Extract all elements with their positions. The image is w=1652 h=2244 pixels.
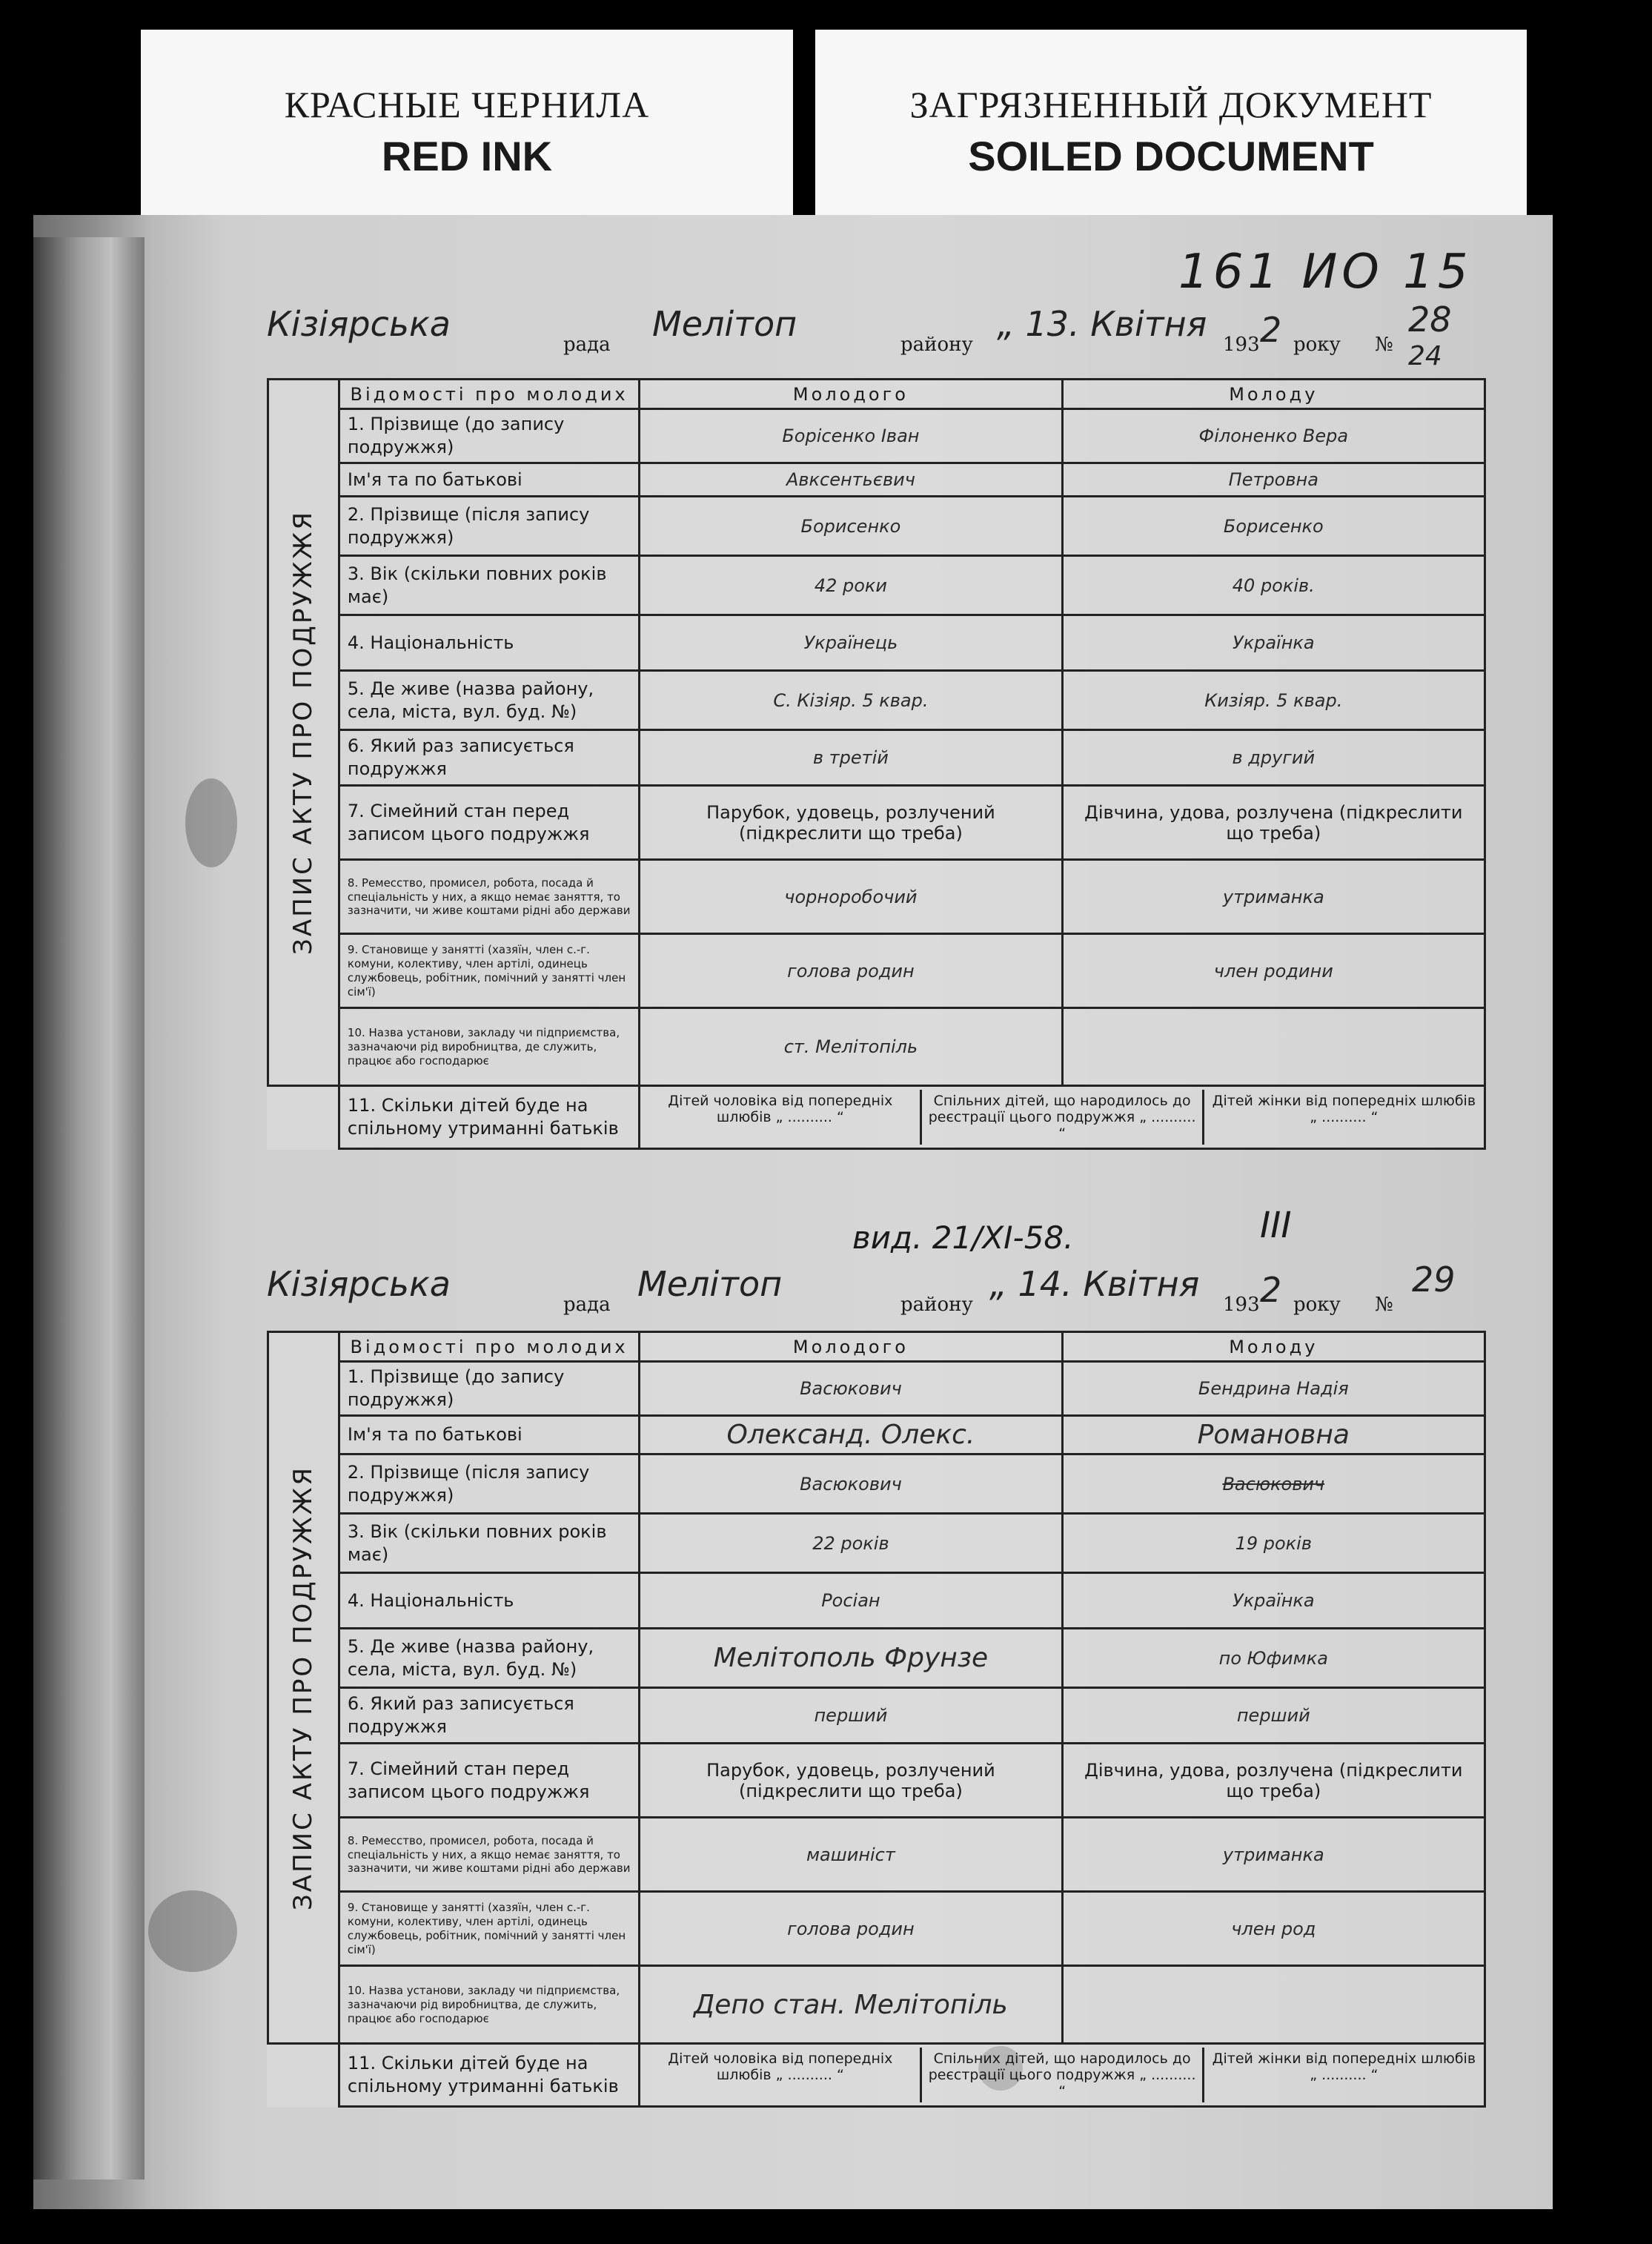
folio-number: 161 ИО 15: [1178, 245, 1473, 299]
record-number-alt: 24: [1408, 341, 1442, 371]
number-label: №: [1375, 1294, 1393, 1316]
col-groom-header: Молодого: [640, 380, 1062, 409]
bride-workplace: [1062, 1966, 1485, 2044]
soiled-tag-ru: ЗАГРЯЗНЕННЫЙ ДОКУМЕНТ: [909, 84, 1433, 125]
q-workplace: 10. Назва установи, закладу чи підприємства, зазначаючи рід виробництва, де служить, працює або господарює: [339, 1966, 639, 2044]
q-children: 11. Скільки дітей буде на спільному утриманні батьків: [339, 1086, 639, 1149]
bride-position: член род: [1062, 1892, 1485, 1966]
groom-residence: Мелітополь Фрунзе: [640, 1629, 1062, 1688]
rada-label: рада: [563, 1294, 611, 1316]
groom-occupation: машиніст: [640, 1818, 1062, 1892]
marriage-record-1: [267, 299, 1486, 1142]
rada-label: рада: [563, 334, 611, 356]
stain: [185, 778, 237, 867]
children-husband: Дітей чоловіка від попередніх шлюбів „ .......... “: [668, 2051, 893, 2084]
bride-age: 40 років.: [1062, 556, 1485, 615]
bride-workplace: [1062, 1008, 1485, 1086]
rada-value: Кізіярська: [267, 1264, 451, 1304]
children-common: Спільних дітей, що народилось до реєстрації цього подружжя „ .......... “: [920, 2048, 1201, 2102]
red-ink-tag-en: RED INK: [381, 133, 553, 179]
side-label-cell: [268, 380, 339, 1086]
q-times: 6. Який раз записується подружжя: [339, 730, 639, 786]
groom-times: в третій: [640, 730, 1062, 786]
record-number: 29: [1412, 1260, 1456, 1300]
raion-value: Мелітоп: [652, 304, 797, 344]
bride-age: 19 років: [1062, 1514, 1485, 1573]
col-info-header: Відомості про молодих: [339, 380, 639, 409]
q-surname-before: 1. Прізвище (до запису подружжя): [339, 1362, 639, 1416]
q-surname-after: 2. Прізвище (після запису подружжя): [339, 1454, 639, 1514]
raion-label: району: [900, 334, 973, 356]
q-age: 3. Вік (скільки повних років має): [339, 1514, 639, 1573]
red-ink-tag-ru: КРАСНЫЕ ЧЕРНИЛА: [284, 84, 650, 125]
side-label: ЗАПИС АКТУ ПРО ПОДРУЖЖЯ: [288, 1465, 319, 1910]
q-occupation: 8. Ремесство, промисел, робота, посада й спеціальність у них, а якщо немає заняття, то зазначити, чи живе коштами рідні або держави: [339, 860, 639, 934]
children-row: [640, 1090, 1484, 1145]
red-ink-tag: [141, 30, 793, 245]
bride-nationality: Українка: [1062, 1573, 1485, 1629]
groom-surname: Борісенко Іван: [640, 409, 1062, 463]
marriage-record-2: [267, 1260, 1486, 2100]
q-marital: 7. Сімейний стан перед записом цього подружжя: [339, 1744, 639, 1818]
q-residence: 5. Де живе (назва району, села, міста, вул. буд. №): [339, 671, 639, 730]
q-marital: 7. Сімейний стан перед записом цього подружжя: [339, 786, 639, 860]
record-header: [267, 1260, 1486, 1323]
record-header: [267, 299, 1486, 371]
q-children: 11. Скільки дітей буде на спільному утриманні батьків: [339, 2044, 639, 2107]
side-label: ЗАПИС АКТУ ПРО ПОДРУЖЖЯ: [288, 510, 319, 956]
raion-value: Мелітоп: [637, 1264, 783, 1304]
col-bride-header: Молоду: [1062, 1332, 1485, 1362]
bride-residence: по Юфимка: [1062, 1629, 1485, 1688]
bride-times: в другий: [1062, 730, 1485, 786]
q-occupation: 8. Ремесство, промисел, робота, посада й спеціальність у них, а якщо немає заняття, то зазначити, чи живе коштами рідні або держави: [339, 1818, 639, 1892]
bride-position: член родини: [1062, 934, 1485, 1008]
col-info-header: Відомості про молодих: [339, 1332, 639, 1362]
groom-age: 22 років: [640, 1514, 1062, 1573]
children-row: [640, 2048, 1484, 2102]
bride-residence: Кизіяр. 5 квар.: [1062, 671, 1485, 730]
q-nationality: 4. Національність: [339, 1573, 639, 1629]
bride-name: Петровна: [1062, 463, 1485, 497]
q-surname-after: 2. Прізвище (після запису подружжя): [339, 497, 639, 556]
bride-marital: Дівчина, удова, розлучена (підкреслити що треба): [1062, 786, 1485, 860]
raion-label: району: [900, 1294, 973, 1316]
children-wife: Дітей жінки від попередніх шлюбів „ .......... “: [1202, 2048, 1484, 2102]
groom-nationality: Росіан: [640, 1573, 1062, 1629]
mark-iii: III: [1260, 1205, 1292, 1246]
soiled-tag-en: SOILED DOCUMENT: [968, 133, 1374, 179]
year-digit: 2: [1260, 1270, 1282, 1310]
groom-surname-after: Борисенко: [640, 497, 1062, 556]
issued-note: вид. 21/XI-58.: [852, 1219, 1074, 1256]
children-wife: Дітей жінки від попередніх шлюбів „ .......... “: [1202, 1090, 1484, 1145]
stain: [148, 1890, 237, 1972]
q-surname-before: 1. Прізвище (до запису подружжя): [339, 409, 639, 463]
bride-nationality: Українка: [1062, 615, 1485, 671]
groom-name: Олександ. Олекс.: [640, 1416, 1062, 1454]
year-label: 193: [1223, 334, 1260, 356]
binding-spine: [33, 237, 145, 2180]
rada-value: Кізіярська: [267, 304, 451, 344]
groom-age: 42 роки: [640, 556, 1062, 615]
groom-residence: С. Кізіяр. 5 квар.: [640, 671, 1062, 730]
col-groom-header: Молодого: [640, 1332, 1062, 1362]
children-husband: Дітей чоловіка від попередніх шлюбів „ .......... “: [668, 1093, 893, 1126]
q-position: 9. Становище у занятті (хазяїн, член с.-г. комуни, колективу, член артілі, одинець службовець, робітник, помічний у занятті член сім'ї): [339, 934, 639, 1008]
q-position: 9. Становище у занятті (хазяїн, член с.-г. комуни, колективу, член артілі, одинець службовець, робітник, помічний у занятті член сім'ї): [339, 1892, 639, 1966]
children-common: Спільних дітей, що народилось до реєстрації цього подружжя „ .......... “: [920, 1090, 1201, 1145]
record-table: [267, 378, 1486, 1150]
groom-occupation: чорноробочий: [640, 860, 1062, 934]
record-number: 28: [1408, 299, 1452, 340]
q-nationality: 4. Національність: [339, 615, 639, 671]
groom-workplace: Депо стан. Мелітопіль: [640, 1966, 1062, 2044]
groom-marital: Парубок, удовець, розлучений (підкреслити що треба): [640, 786, 1062, 860]
children-cell: [640, 2044, 1485, 2107]
groom-surname-after: Васюкович: [640, 1454, 1062, 1514]
bride-surname: Філоненко Вера: [1062, 409, 1485, 463]
q-name: Ім'я та по батькові: [339, 1416, 639, 1454]
rik-label: року: [1293, 1294, 1341, 1316]
q-age: 3. Вік (скільки повних років має): [339, 556, 639, 615]
bride-surname-after: Васюкович: [1062, 1454, 1485, 1514]
bride-marital: Дівчина, удова, розлучена (підкреслити що треба): [1062, 1744, 1485, 1818]
q-name: Ім'я та по батькові: [339, 463, 639, 497]
groom-nationality: Українець: [640, 615, 1062, 671]
q-workplace: 10. Назва установи, закладу чи підприємства, зазначаючи рід виробництва, де служить, працює або господарює: [339, 1008, 639, 1086]
col-bride-header: Молоду: [1062, 380, 1485, 409]
soiled-document-tag: [815, 30, 1527, 245]
bride-surname: Бендрина Надія: [1062, 1362, 1485, 1416]
bride-name: Романовна: [1062, 1416, 1485, 1454]
children-cell: [640, 1086, 1485, 1149]
groom-position: голова родин: [640, 1892, 1062, 1966]
q-times: 6. Який раз записується подружжя: [339, 1688, 639, 1744]
bride-occupation: утриманка: [1062, 1818, 1485, 1892]
groom-marital: Парубок, удовець, розлучений (підкреслити що треба): [640, 1744, 1062, 1818]
groom-name: Авксентьєвич: [640, 463, 1062, 497]
date-value: „ 13. Квітня: [997, 304, 1207, 344]
groom-position: голова родин: [640, 934, 1062, 1008]
groom-surname: Васюкович: [640, 1362, 1062, 1416]
record-table: [267, 1331, 1486, 2108]
year-label: 193: [1223, 1294, 1260, 1316]
side-label-cell: [268, 1332, 339, 2044]
groom-workplace: ст. Мелітопіль: [640, 1008, 1062, 1086]
year-digit: 2: [1260, 310, 1282, 350]
bride-surname-after: Борисенко: [1062, 497, 1485, 556]
q-residence: 5. Де живе (назва району, села, міста, вул. буд. №): [339, 1629, 639, 1688]
date-value: „ 14. Квітня: [989, 1264, 1200, 1304]
number-label: №: [1375, 334, 1393, 356]
rik-label: року: [1293, 334, 1341, 356]
groom-times: перший: [640, 1688, 1062, 1744]
bride-occupation: утриманка: [1062, 860, 1485, 934]
bride-times: перший: [1062, 1688, 1485, 1744]
